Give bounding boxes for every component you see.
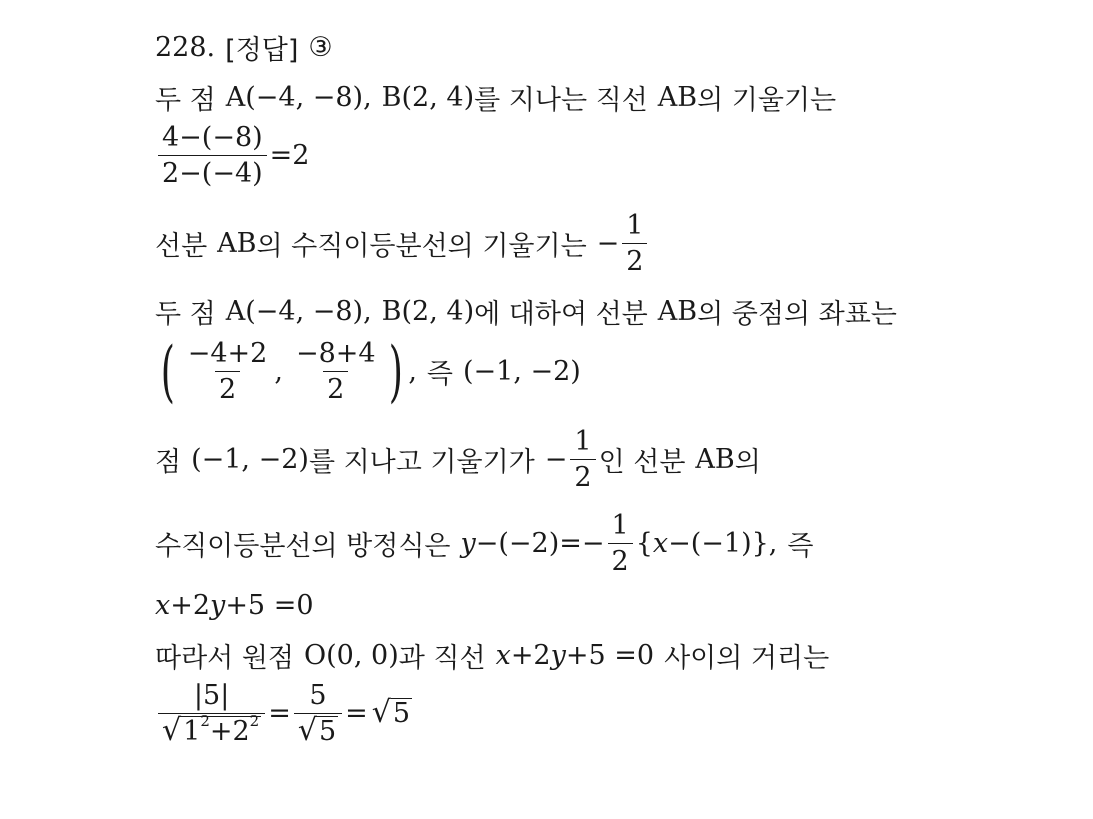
midpoint-y-fraction: $\frac{-8+4}{2}$ [295, 338, 376, 406]
point-slope-fraction: $\frac{1}{2}$ [570, 426, 595, 493]
line-point-slope: 점 (−1, −2) 를 지나고 기울기가 − $\frac{1}{2}$ 인 선분 AB 의 [155, 426, 761, 494]
line-distance-calc: |5| √ $1^2+2^2$ = 5 √ 5 = √ 5 [155, 680, 412, 747]
sqrt-symbol: √ 5 [297, 713, 337, 749]
result-sqrt: √ 5 [371, 695, 411, 731]
answer-tag: [정답] [225, 35, 299, 66]
problem-header [155, 28, 333, 67]
line-distance-intro: 따라서 원점 O(0, 0) 과 직선 x +2 y +5 =0 사이의 거리는 [155, 640, 830, 674]
problem-number: 228. [155, 32, 216, 63]
sqrt-symbol: √ $1^2+2^2$ [162, 712, 260, 749]
line-midpoint-intro: 두 점 A(−4, −8), B(2, 4) 에 대하여 선분 AB 의 중점의 좌표는 [155, 296, 897, 330]
line-slope-intro: 두 점 A(−4, −8), B(2, 4) 를 지나는 직선 AB 의 기울기는 [155, 82, 837, 116]
perp-slope-fraction: $\frac{1}{2}$ [622, 210, 647, 277]
line-final-equation: x +2 y +5 =0 [155, 590, 314, 621]
answer-mark: ③ [308, 32, 333, 63]
line-equation: 수직이등분선의 방정식은 y −(−2)=− $\frac{1}{2}$ { x −(−1)}, 즉 [155, 510, 814, 578]
slope-fraction: $\frac{4-(-8)}{2-(-4)}$ [158, 122, 267, 189]
line-midpoint-calc: ( $\frac{-4+2}{2}$ , $\frac{-8+4}{2}$ ) , 즉 (−1, −2) [160, 332, 581, 410]
midpoint-x-fraction: $\frac{-4+2}{2}$ [187, 338, 268, 406]
simplified-fraction: 5 √ 5 [294, 680, 342, 747]
line-perp-slope: 선분 AB 의 수직이등분선의 기울기는 − $\frac{1}{2}$ [155, 210, 650, 277]
distance-fraction: |5| √ $1^2+2^2$ [158, 680, 265, 747]
equation-fraction: $\frac{1}{2}$ [608, 510, 633, 577]
line-slope-calc: $\frac{4-(-8)}{2-(-4)}$ =2 [155, 122, 309, 189]
